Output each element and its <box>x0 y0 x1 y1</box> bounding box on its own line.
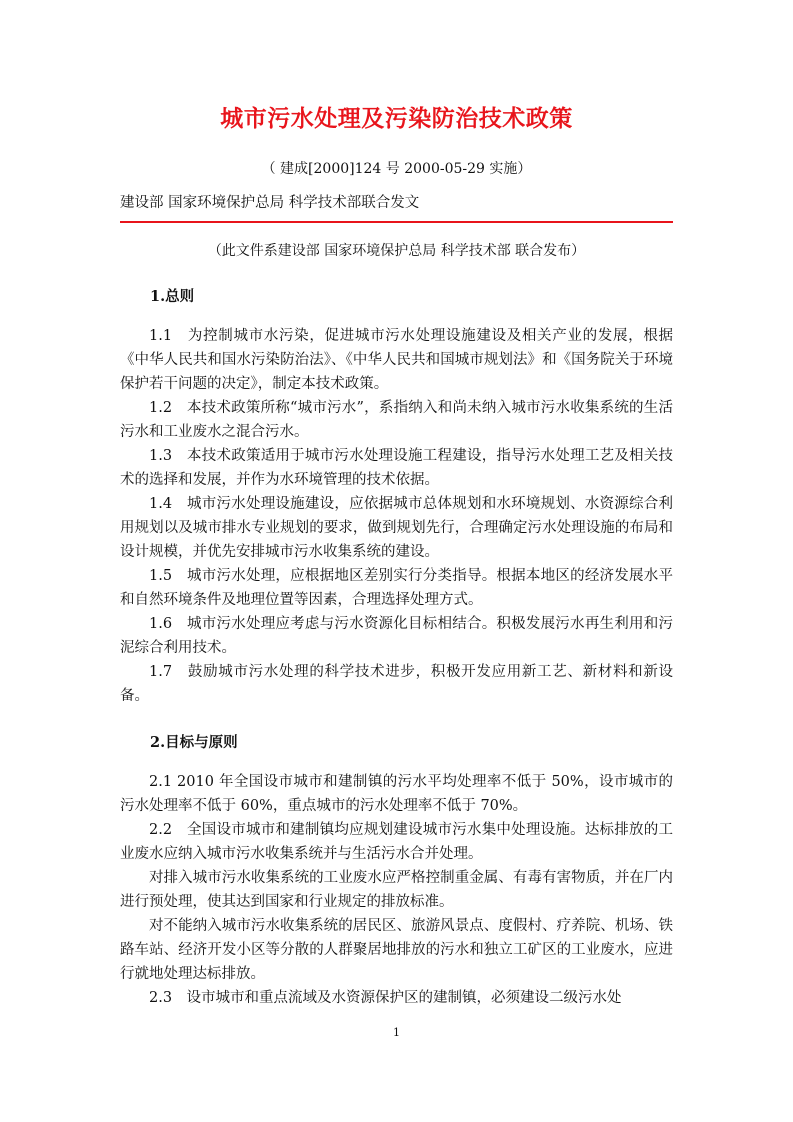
paragraph-1-1: 1.1 为控制城市水污染，促进城市污水处理设施建设及相关产业的发展，根据《中华人民共和国水污染防治法》、《中华人民共和国城市规划法》和《国务院关于环境保护若干问题的决定》，制定本技术政策。 <box>120 328 673 392</box>
red-divider-line <box>120 221 673 223</box>
page-number: 1 <box>393 1026 400 1039</box>
publication-note: （此文件系建设部 国家环境保护总局 科学技术部 联合发布） <box>207 243 586 259</box>
paragraph-1-6: 1.6 城市污水处理应考虑与污水资源化目标相结合。积极发展污水再生利用和污泥综合利用技术。 <box>120 616 673 656</box>
paragraph-1-4: 1.4 城市污水处理设施建设，应依据城市总体规划和水环境规划、水资源综合利用规划以及城市排水专业规划的要求，做到规划先行，合理确定污水处理设施的布局和设计规模，并优先安排城市污水收集系统的建设。 <box>120 496 673 560</box>
issuing-authorities: 建设部 国家环境保护总局 科学技术部联合发文 <box>120 195 420 211</box>
section-heading: 1.总则 <box>150 288 195 305</box>
document-title: 城市污水处理及污染防治技术政策 <box>220 105 573 132</box>
paragraph-2-2-b: 对不能纳入城市污水收集系统的居民区、旅游风景点、度假村、疗养院、机场、铁路车站、经济开发小区等分散的人群聚居地排放的污水和独立工矿区的工业废水，应进行就地处理达标排放。 <box>120 918 673 982</box>
paragraph-1-3: 1.3 本技术政策适用于城市污水处理设施工程建设，指导污水处理工艺及相关技术的选择和发展，并作为水环境管理的技术依据。 <box>120 448 673 488</box>
paragraph-1-2: 1.2 本技术政策所称“城市污水”，系指纳入和尚未纳入城市污水收集系统的生活污水和工业废水之混合污水。 <box>120 400 673 440</box>
paragraph-2-3: 2.3 设市城市和重点流域及水资源保护区的建制镇，必须建设二级污水处 <box>149 990 622 1006</box>
document-subtitle: （ 建成[2000]124 号 2000-05-29 实施） <box>261 161 532 177</box>
section-heading: 2.目标与原则 <box>150 734 238 751</box>
paragraph-2-1: 2.1 2010 年全国设市城市和建制镇的污水平均处理率不低于 50%，设市城市的污水处理率不低于 60%，重点城市的污水处理率不低于 70%。 <box>120 774 673 814</box>
paragraph-2-2-a: 对排入城市污水收集系统的工业废水应严格控制重金属、有毒有害物质，并在厂内进行预处理，使其达到国家和行业规定的排放标准。 <box>120 870 673 910</box>
paragraph-2-2: 2.2 全国设市城市和建制镇均应规划建设城市污水集中处理设施。达标排放的工业废水应纳入城市污水收集系统并与生活污水合并处理。 <box>120 822 673 862</box>
paragraph-1-5: 1.5 城市污水处理，应根据地区差别实行分类指导。根据本地区的经济发展水平和自然环境条件及地理位置等因素，合理选择处理方式。 <box>120 568 673 608</box>
paragraph-1-7: 1.7 鼓励城市污水处理的科学技术进步，积极开发应用新工艺、新材料和新设备。 <box>120 664 673 704</box>
